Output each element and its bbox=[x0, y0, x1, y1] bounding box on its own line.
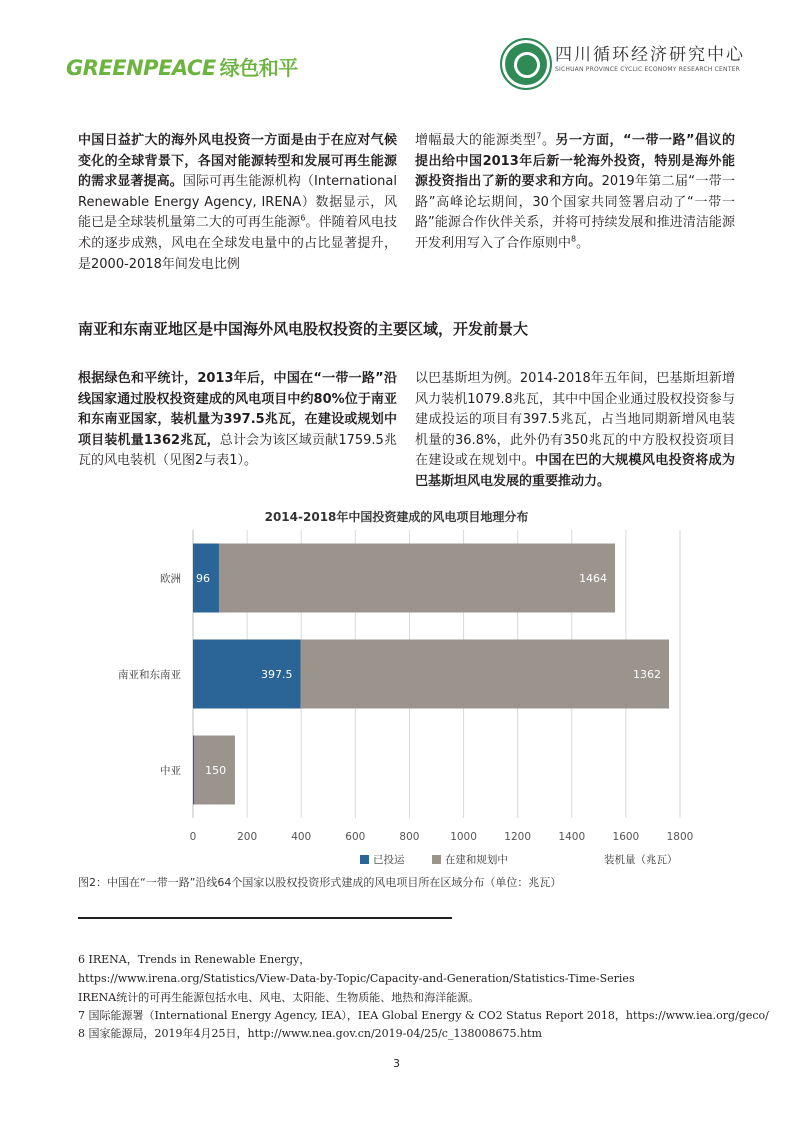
paragraph-col3-bold: 根据绿色和平统计，2013年后，中国在“一带一路”沿线国家通过股权投资建成的风电项目中约80%位于南亚和东南亚国家，装机量为397.5兆瓦，在建设或规划中项目装机量1362兆瓦， bbox=[78, 371, 397, 448]
data-label: 1362 bbox=[633, 668, 662, 681]
research-center-name: 四川循环经济研究中心 bbox=[555, 45, 745, 65]
paragraph-col2-punct: 。 bbox=[541, 133, 556, 148]
x-tick-label: 200 bbox=[237, 831, 258, 843]
footnote-ref-8: 8 bbox=[571, 234, 577, 244]
x-tick-label: 1800 bbox=[666, 831, 694, 843]
category-label: 南亚和东南亚 bbox=[118, 669, 181, 681]
footnote-6-url: https://www.irena.org/Statistics/View-Data-by-Topic/Capacity-and-Generation/Statistics-Time-Series bbox=[78, 972, 635, 985]
data-label: 150 bbox=[205, 764, 227, 777]
legend-item-planned bbox=[432, 854, 508, 866]
footnote-8: 8 国家能源局，2019年4月25日，http://www.nea.gov.cn/2019-04/25/c_138008675.htm bbox=[78, 1027, 542, 1040]
paragraph-col2-end: 。 bbox=[576, 235, 590, 251]
footnote-6-title: 6 IRENA，Trends in Renewable Energy， bbox=[78, 953, 311, 966]
footnote-ref-7: 7 bbox=[536, 131, 542, 141]
data-label: 96 bbox=[196, 572, 210, 585]
bar-planned bbox=[301, 640, 669, 709]
data-label: 1464 bbox=[579, 572, 608, 585]
paragraph-col1-bold: 中国日益扩大的海外风电投资一方面是由于在应对气候变化的全球背景下，各国对能源转型和发展可再生能源的需求显著提高。 bbox=[78, 133, 397, 190]
paragraph-col2-bold: 另一方面，“一带一路”倡议的提出给中国2013年后新一轮海外投资，特别是海外能源投资指出了新的要求和方向。 bbox=[415, 133, 735, 190]
x-tick-label: 800 bbox=[399, 831, 420, 843]
x-tick-label: 1600 bbox=[612, 831, 640, 843]
x-tick-label: 0 bbox=[189, 831, 197, 843]
paragraph-col1-text2: 。伴随着风电技术的逐步成熟，风电在全球发电量中的占比显著提升，是2000-2018年间发电比例 bbox=[78, 215, 397, 272]
footnote-7: 7 国际能源署（International Energy Agency, IEA），IEA Global Energy & CO2 Status Report 2018，https://www.iea.org/geco/ bbox=[78, 1009, 769, 1022]
footnote-divider bbox=[78, 917, 452, 919]
greenpeace-logo-cn: 绿色和平 bbox=[219, 56, 298, 80]
x-tick-label: 1200 bbox=[504, 831, 532, 843]
legend-item-operational bbox=[360, 854, 405, 866]
legend-swatch-planned bbox=[432, 855, 441, 864]
footnote-ref-6: 6 bbox=[300, 214, 306, 224]
x-tick-label: 400 bbox=[291, 831, 312, 843]
category-label: 中亚 bbox=[160, 765, 181, 777]
chart-title: 2014-2018年中国投资建成的风电项目地理分布 bbox=[264, 510, 529, 524]
x-tick-label: 1000 bbox=[450, 831, 477, 843]
legend-swatch-operational bbox=[360, 855, 369, 864]
section-heading: 南亚和东南亚地区是中国海外风电股权投资的主要区域，开发前景大 bbox=[78, 320, 529, 338]
bar-planned bbox=[219, 544, 615, 613]
paragraph-col1-text: 国际可再生能源机构（International Renewable Energy Agency, IRENA）数据显示，风能已是全球装机量第二大的可再生能源 bbox=[78, 174, 397, 231]
research-center-name-en: SICHUAN PROVINCE CYCLIC ECONOMY RESEARCH CENTER bbox=[555, 66, 740, 73]
chart-legend bbox=[360, 852, 532, 867]
figure-caption: 图2：中国在“一带一路”沿线64个国家以股权投资形式建成的风电项目所在区域分布（单位：兆瓦） bbox=[78, 876, 562, 889]
category-label: 欧洲 bbox=[160, 573, 181, 585]
page-number: 3 bbox=[393, 1057, 400, 1070]
bar-operational bbox=[193, 736, 194, 805]
paragraph-col3-text: 总计会为该区域贡献1759.5兆瓦的风电装机（见图2与表1）。 bbox=[78, 432, 397, 469]
paragraph-col2-text: 增幅最大的能源类型 bbox=[415, 133, 537, 148]
legend-label-operational: 已投运 bbox=[373, 854, 405, 866]
x-tick-label: 600 bbox=[345, 831, 366, 843]
paragraph-col4-bold: 中国在巴的大规模风电投资将成为巴基斯坦风电发展的重要推动力。 bbox=[415, 453, 735, 489]
paragraph-col4-text: 以巴基斯坦为例。2014-2018年五年间，巴基斯坦新增风力装机1079.8兆瓦，其中中国企业通过股权投资参与建成投运的项目有397.5兆瓦，占当地同期新增风电装机量的36.8%，此外仍有350兆瓦的中方股权投资项目在建设或在规划中。 bbox=[415, 371, 735, 469]
footnote-6-note: IRENA统计的可再生能源包括水电、风电、太阳能、生物质能、地热和海洋能源。 bbox=[78, 991, 480, 1004]
legend-label-planned: 在建和规划中 bbox=[444, 854, 508, 866]
x-tick-label: 1400 bbox=[558, 831, 586, 843]
data-label: 397.5 bbox=[261, 668, 293, 681]
x-axis-label: 装机量（兆瓦） bbox=[604, 854, 678, 866]
paragraph-col2-text2: 2019年第二届“一带一路”高峰论坛期间，30个国家共同签署启动了“一带一路”能源合作伙伴关系，并将可持续发展和推进清洁能源开发利用写入了合作原则中 bbox=[415, 174, 735, 251]
greenpeace-logo-text: GREENPEACE bbox=[66, 56, 216, 80]
